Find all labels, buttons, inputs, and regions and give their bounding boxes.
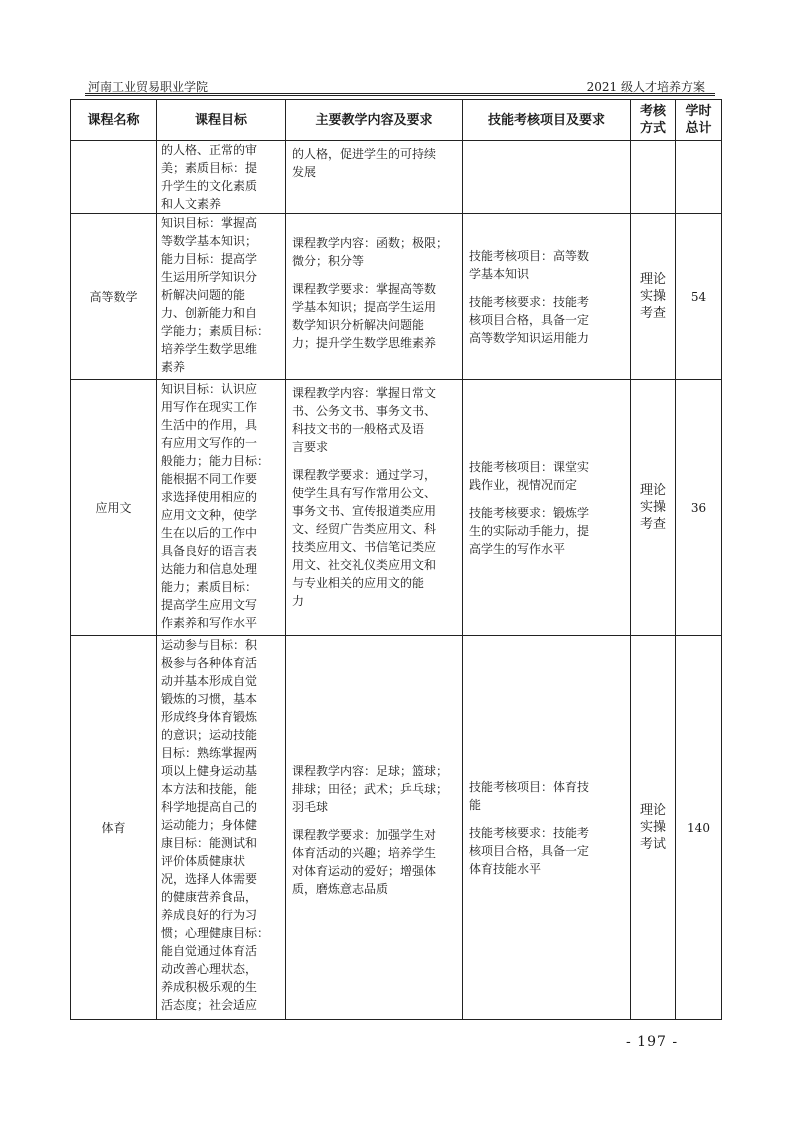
course-goal-line: 等数学基本知识；	[161, 234, 258, 248]
skill-assessment-line: 技能考核项目：高等数	[469, 248, 590, 263]
course-goal-line: 养成良好的行为习	[161, 908, 258, 922]
skill-assessment-line: 核项目合格，具备一定	[469, 312, 590, 327]
skill-assessment-line: 生的实际动手能力，提	[469, 523, 590, 538]
course-goal-line: 能自觉通过体育活	[161, 944, 258, 958]
teaching-content-line: 质，磨炼意志品质	[292, 881, 389, 896]
cell-skill-assessment	[463, 636, 631, 1020]
teaching-content-paragraph	[292, 145, 456, 181]
course-goal-line: 能力目标：提高学	[161, 252, 258, 266]
course-goal-line: 力、创新能力和自	[161, 306, 258, 320]
cell-course-goal	[157, 636, 286, 1020]
course-goal-line: 锻炼的习惯，基本	[161, 692, 258, 706]
skill-assessment-line: 高等数学知识运用能力	[469, 330, 590, 345]
skill-assessment-line: 能	[469, 797, 482, 812]
teaching-content-line: 文、经贸广告类应用文、科	[292, 522, 437, 536]
course-goal-line: 康目标：能测试和	[161, 836, 258, 850]
page-header-right: 2021 级人才培养方案	[586, 80, 705, 94]
course-goal-line: 知识目标：认识应	[161, 382, 258, 396]
assessment-method-line: 考查	[639, 306, 666, 321]
teaching-content-paragraph	[292, 280, 456, 352]
teaching-content-line: 言要求	[292, 440, 329, 454]
cell-course-name: 应用文	[71, 380, 157, 636]
skill-assessment-paragraph	[469, 778, 624, 814]
teaching-content-line: 书、公务文书、事务文书、	[292, 404, 437, 418]
cell-teaching-content	[286, 636, 463, 1020]
assessment-method-line: 理论	[639, 483, 666, 498]
course-goal-line: 生活中的作用，具	[161, 418, 258, 432]
table-header-row	[71, 100, 722, 141]
teaching-content-line: 数学知识分析解决问题能	[292, 318, 425, 332]
course-goal-line: 能根据不同工作要	[161, 472, 258, 486]
course-goal-line: 和人文素养	[161, 197, 222, 211]
teaching-content-line: 课程教学内容：足球；篮球；	[292, 763, 449, 778]
teaching-content-line: 课程教学要求：掌握高等数	[292, 282, 437, 296]
assessment-method-line: 实操	[639, 500, 666, 515]
header-rule	[85, 93, 715, 94]
cell-assessment-method	[631, 214, 676, 380]
teaching-content-line: 排球；田径；武术；乒乓球；	[292, 781, 449, 796]
teaching-content-line: 技类应用文、书信笔记类应	[292, 540, 437, 554]
cell-total-hours: 54	[676, 214, 722, 380]
course-goal-line: 动并基本形成自觉	[161, 674, 258, 688]
course-goal-line: 求选择使用相应的	[161, 490, 258, 504]
cell-skill-assessment	[463, 380, 631, 636]
cell-skill-assessment	[463, 141, 631, 214]
course-goal-line: 惯；心理健康目标：	[161, 926, 270, 940]
cell-course-name: 高等数学	[71, 214, 157, 380]
skill-assessment-paragraph	[469, 824, 624, 878]
assessment-method-line: 理论	[639, 272, 666, 287]
teaching-content-line: 学基本知识；提高学生运用	[292, 300, 437, 314]
course-goal-line: 项以上健身运动基	[161, 764, 258, 778]
cell-course-goal	[157, 141, 286, 214]
course-goal-line: 动改善心理状态，	[161, 962, 258, 976]
table-row	[71, 636, 722, 1020]
cell-course-name: 体育	[71, 636, 157, 1020]
course-goal-line: 运动参与目标：积	[161, 638, 258, 652]
cell-teaching-content	[286, 141, 463, 214]
teaching-content-paragraph	[292, 762, 456, 816]
teaching-content-line: 的人格，促进学生的可持续	[292, 147, 437, 161]
cell-total-hours: 36	[676, 380, 722, 636]
assessment-method-line: 考查	[639, 517, 666, 532]
cell-course-goal	[157, 380, 286, 636]
teaching-content-line: 对体育运动的爱好；增强体	[292, 863, 437, 878]
header-line: 考核	[639, 104, 666, 119]
skill-assessment-line: 核项目合格，具备一定	[469, 843, 590, 858]
course-goal-line: 素养	[161, 360, 186, 374]
paragraph-gap	[292, 816, 456, 826]
course-goal-line: 析解决问题的能	[161, 288, 246, 302]
col-header-course-goal: 课程目标	[157, 100, 286, 141]
course-table	[70, 99, 722, 1020]
course-goal-line: 形成终身体育锻炼	[161, 710, 258, 724]
header-rule	[85, 95, 715, 96]
paragraph-gap	[469, 494, 624, 504]
assessment-method-line: 实操	[639, 820, 666, 835]
skill-assessment-paragraph	[469, 293, 624, 347]
teaching-content-paragraph	[292, 466, 456, 610]
col-header-teaching-content: 主要教学内容及要求	[286, 100, 463, 141]
course-goal-line: 知识目标：掌握高	[161, 216, 258, 230]
assessment-method-line: 实操	[639, 289, 666, 304]
skill-assessment-paragraph	[469, 504, 624, 558]
teaching-content-paragraph	[292, 234, 456, 270]
skill-assessment-paragraph	[469, 247, 624, 283]
teaching-content-line: 体育活动的兴趣；培养学生	[292, 845, 437, 860]
table-row	[71, 380, 722, 636]
teaching-content-line: 与专业相关的应用文的能	[292, 576, 425, 590]
paragraph-gap	[292, 270, 456, 280]
teaching-content-line: 微分；积分等	[292, 254, 365, 268]
page-header-left: 河南工业贸易职业学院	[88, 80, 209, 94]
course-goal-line: 目标：熟练掌握两	[161, 746, 258, 760]
course-goal-line: 美；素质目标：提	[161, 161, 258, 175]
course-goal-line: 的健康营养食品，	[161, 890, 258, 904]
table-row	[71, 141, 722, 214]
course-goal-line: 的意识；运动技能	[161, 728, 258, 742]
teaching-content-line: 事务文书、宣传报道类应用	[292, 504, 437, 518]
course-goal-line: 科学地提高自己的	[161, 800, 258, 814]
assessment-method-line: 理论	[639, 803, 666, 818]
cell-assessment-method	[631, 141, 676, 214]
page-number: - 197 -	[626, 1034, 679, 1050]
skill-assessment-line: 技能考核要求：技能考	[469, 294, 590, 309]
cell-teaching-content	[286, 380, 463, 636]
course-goal-line: 作素养和写作水平	[161, 616, 258, 630]
teaching-content-line: 课程教学要求：通过学习，	[292, 468, 437, 482]
teaching-content-paragraph	[292, 826, 456, 898]
cell-skill-assessment	[463, 214, 631, 380]
cell-total-hours: 140	[676, 636, 722, 1020]
header-line: 学时	[685, 104, 712, 119]
teaching-content-line: 力	[292, 594, 305, 608]
course-goal-line: 极参与各种体育活	[161, 656, 258, 670]
cell-course-name	[71, 141, 157, 214]
course-goal-line: 提高学生应用文写	[161, 598, 258, 612]
course-goal-line: 具备良好的语言表	[161, 544, 258, 558]
teaching-content-line: 羽毛球	[292, 799, 329, 814]
course-goal-line: 评价体质健康状	[161, 854, 246, 868]
course-goal-line: 活态度；社会适应	[161, 998, 258, 1012]
skill-assessment-line: 技能考核要求：技能考	[469, 825, 590, 840]
teaching-content-line: 课程教学内容：函数；极限；	[292, 236, 449, 250]
cell-teaching-content	[286, 214, 463, 380]
col-header-course-name: 课程名称	[71, 100, 157, 141]
skill-assessment-line: 践作业，视情况而定	[469, 477, 578, 492]
skill-assessment-line: 技能考核项目：体育技	[469, 779, 590, 794]
course-goal-line: 升学生的文化素质	[161, 179, 258, 193]
teaching-content-line: 科技文书的一般格式及语	[292, 422, 425, 436]
skill-assessment-paragraph	[469, 458, 624, 494]
teaching-content-line: 发展	[292, 165, 317, 179]
skill-assessment-line: 技能考核项目：课堂实	[469, 459, 590, 474]
cell-assessment-method	[631, 636, 676, 1020]
skill-assessment-line: 高学生的写作水平	[469, 541, 566, 556]
course-goal-line: 般能力；能力目标：	[161, 454, 270, 468]
course-goal-line: 培养学生数学思维	[161, 342, 258, 356]
teaching-content-line: 使学生具有写作常用公文、	[292, 486, 437, 500]
assessment-method-line: 考试	[639, 837, 666, 852]
skill-assessment-line: 技能考核要求：锻炼学	[469, 505, 590, 520]
course-goal-line: 达能力和信息处理	[161, 562, 258, 576]
teaching-content-paragraph	[292, 384, 456, 456]
skill-assessment-line: 体育技能水平	[469, 861, 542, 876]
teaching-content-line: 用文、社交礼仪类应用文和	[292, 558, 437, 572]
teaching-content-line: 力；提升学生数学思维素养	[292, 336, 437, 350]
teaching-content-line: 课程教学要求：加强学生对	[292, 827, 437, 842]
cell-total-hours	[676, 141, 722, 214]
course-goal-line: 能力；素质目标：	[161, 580, 258, 594]
course-goal-line: 生在以后的工作中	[161, 526, 258, 540]
paragraph-gap	[469, 283, 624, 293]
course-goal-line: 况，选择人体需要	[161, 872, 258, 886]
course-goal-line: 有应用文写作的一	[161, 436, 258, 450]
col-header-total-hours	[676, 100, 722, 141]
col-header-skill-assessment: 技能考核项目及要求	[463, 100, 631, 141]
course-goal-line: 学能力；素质目标：	[161, 324, 270, 338]
paragraph-gap	[292, 456, 456, 466]
skill-assessment-line: 学基本知识	[469, 266, 530, 281]
table-row	[71, 214, 722, 380]
cell-assessment-method	[631, 380, 676, 636]
header-line: 方式	[639, 121, 666, 136]
teaching-content-line: 课程教学内容：掌握日常文	[292, 386, 437, 400]
col-header-assessment-method	[631, 100, 676, 141]
header-line: 总计	[685, 121, 712, 136]
course-goal-line: 应用文文种，使学	[161, 508, 258, 522]
course-goal-line: 的人格、正常的审	[161, 143, 258, 157]
course-goal-line: 本方法和技能，能	[161, 782, 258, 796]
course-goal-line: 养成积极乐观的生	[161, 980, 258, 994]
course-goal-line: 用写作在现实工作	[161, 400, 258, 414]
course-goal-line: 运动能力；身体健	[161, 818, 258, 832]
paragraph-gap	[469, 814, 624, 824]
course-goal-line: 生运用所学知识分	[161, 270, 258, 284]
cell-course-goal	[157, 214, 286, 380]
